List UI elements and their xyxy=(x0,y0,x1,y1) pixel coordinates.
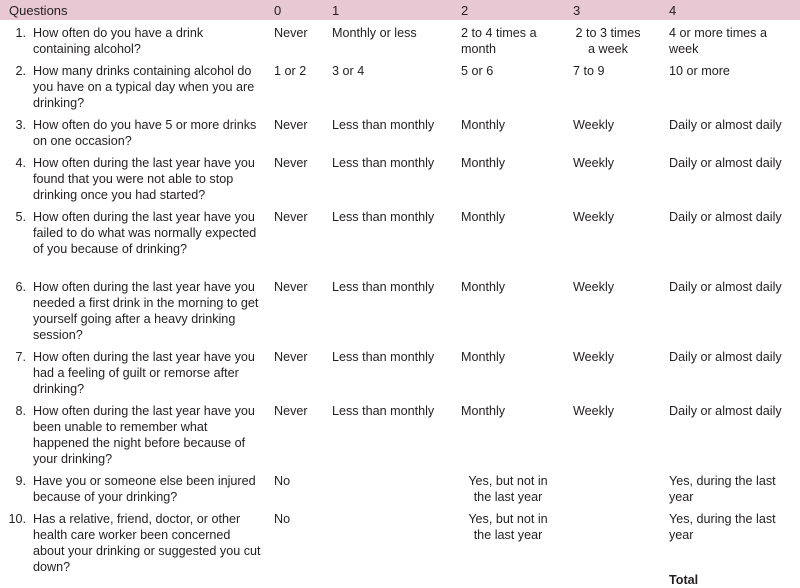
answer-score-0: No xyxy=(274,512,291,526)
header-score-0: 0 xyxy=(274,3,282,18)
row-number: 7. xyxy=(15,350,26,364)
answer-score-3: Weekly xyxy=(573,118,615,132)
answer-score-1: Monthly or less xyxy=(332,26,417,40)
answer-score-1: Less than monthly xyxy=(332,280,435,294)
answer-score-0: 1 or 2 xyxy=(274,64,307,78)
answer-score-2: Monthly xyxy=(461,118,506,132)
answer-score-2: 2 to 4 times a month xyxy=(461,26,537,56)
row-number: 8. xyxy=(15,404,26,418)
answer-score-0: Never xyxy=(274,26,308,40)
answer-score-3: 2 to 3 times a week xyxy=(575,26,641,56)
answer-score-2: Monthly xyxy=(461,210,506,224)
answer-score-0: No xyxy=(274,474,291,488)
question-text: Have you or someone else been injured because of your drinking? xyxy=(33,474,256,504)
answer-score-1: Less than monthly xyxy=(332,118,435,132)
answer-score-2: Monthly xyxy=(461,280,506,294)
answer-score-4: Daily or almost daily xyxy=(669,404,782,418)
answer-score-3: Weekly xyxy=(573,210,615,224)
answer-score-1: 3 or 4 xyxy=(332,64,365,78)
answer-score-1: Less than monthly xyxy=(332,404,435,418)
row-number: 5. xyxy=(15,210,26,224)
answer-score-0: Never xyxy=(274,210,308,224)
answer-score-1: Less than monthly xyxy=(332,156,435,170)
answer-score-2: Monthly xyxy=(461,156,506,170)
answer-score-2: Yes, but not in the last year xyxy=(468,474,548,504)
header-score-1: 1 xyxy=(332,3,340,18)
question-text: How often during the last year have you found that you were not able to stop drinking once you had started? xyxy=(33,156,255,202)
answer-score-0: Never xyxy=(274,156,308,170)
answer-score-2: Monthly xyxy=(461,404,506,418)
row-number: 9. xyxy=(15,474,26,488)
row-number: 4. xyxy=(15,156,26,170)
answer-score-1: Less than monthly xyxy=(332,350,435,364)
total-label: Total xyxy=(669,573,699,587)
answer-score-4: Daily or almost daily xyxy=(669,118,782,132)
table-header xyxy=(0,0,800,20)
answer-score-2: 5 or 6 xyxy=(461,64,494,78)
answer-score-3: 7 to 9 xyxy=(573,64,605,78)
answer-score-0: Never xyxy=(274,118,308,132)
answer-score-4: Daily or almost daily xyxy=(669,350,782,364)
row-number: 6. xyxy=(15,280,26,294)
answer-score-3: Weekly xyxy=(573,404,615,418)
answer-score-0: Never xyxy=(274,280,308,294)
header-questions: Questions xyxy=(9,3,68,18)
answer-score-4: Yes, during the last year xyxy=(669,474,776,504)
answer-score-4: 4 or more times a week xyxy=(669,26,767,56)
row-number: 3. xyxy=(15,118,26,132)
answer-score-3: Weekly xyxy=(573,156,615,170)
answer-score-4: 10 or more xyxy=(669,64,730,78)
answer-score-3: Weekly xyxy=(573,350,615,364)
answer-score-1: Less than monthly xyxy=(332,210,435,224)
row-number: 2. xyxy=(15,64,26,78)
answer-score-4: Daily or almost daily xyxy=(669,280,782,294)
answer-score-4: Daily or almost daily xyxy=(669,156,782,170)
answer-score-3: Weekly xyxy=(573,280,615,294)
answer-score-2: Monthly xyxy=(461,350,506,364)
question-text: How often during the last year have you failed to do what was normally expected of you because of drinking? xyxy=(33,210,257,256)
header-score-3: 3 xyxy=(573,3,581,18)
answer-score-0: Never xyxy=(274,350,308,364)
question-text: How many drinks containing alcohol do you have on a typical day when you are drinking? xyxy=(33,64,255,110)
header-score-2: 2 xyxy=(461,3,469,18)
question-text: How often during the last year have you needed a first drink in the morning to get yourself going after a heavy drinking session? xyxy=(33,280,259,342)
header-score-4: 4 xyxy=(669,3,677,18)
row-number: 1. xyxy=(15,26,26,40)
question-text: How often during the last year have you been unable to remember what happened the night before because of your drinking? xyxy=(33,404,255,466)
question-text: How often do you have a drink containing alcohol? xyxy=(33,26,204,56)
answer-score-2: Yes, but not in the last year xyxy=(468,512,548,542)
question-text: Has a relative, friend, doctor, or other health care worker been concerned about your drinking or suggested you cut down? xyxy=(33,512,261,574)
answer-score-4: Yes, during the last year xyxy=(669,512,776,542)
answer-score-0: Never xyxy=(274,404,308,418)
answer-score-4: Daily or almost daily xyxy=(669,210,782,224)
row-number: 10. xyxy=(8,512,26,526)
question-text: How often during the last year have you had a feeling of guilt or remorse after drinking? xyxy=(33,350,255,396)
question-text: How often do you have 5 or more drinks on one occasion? xyxy=(33,118,257,148)
